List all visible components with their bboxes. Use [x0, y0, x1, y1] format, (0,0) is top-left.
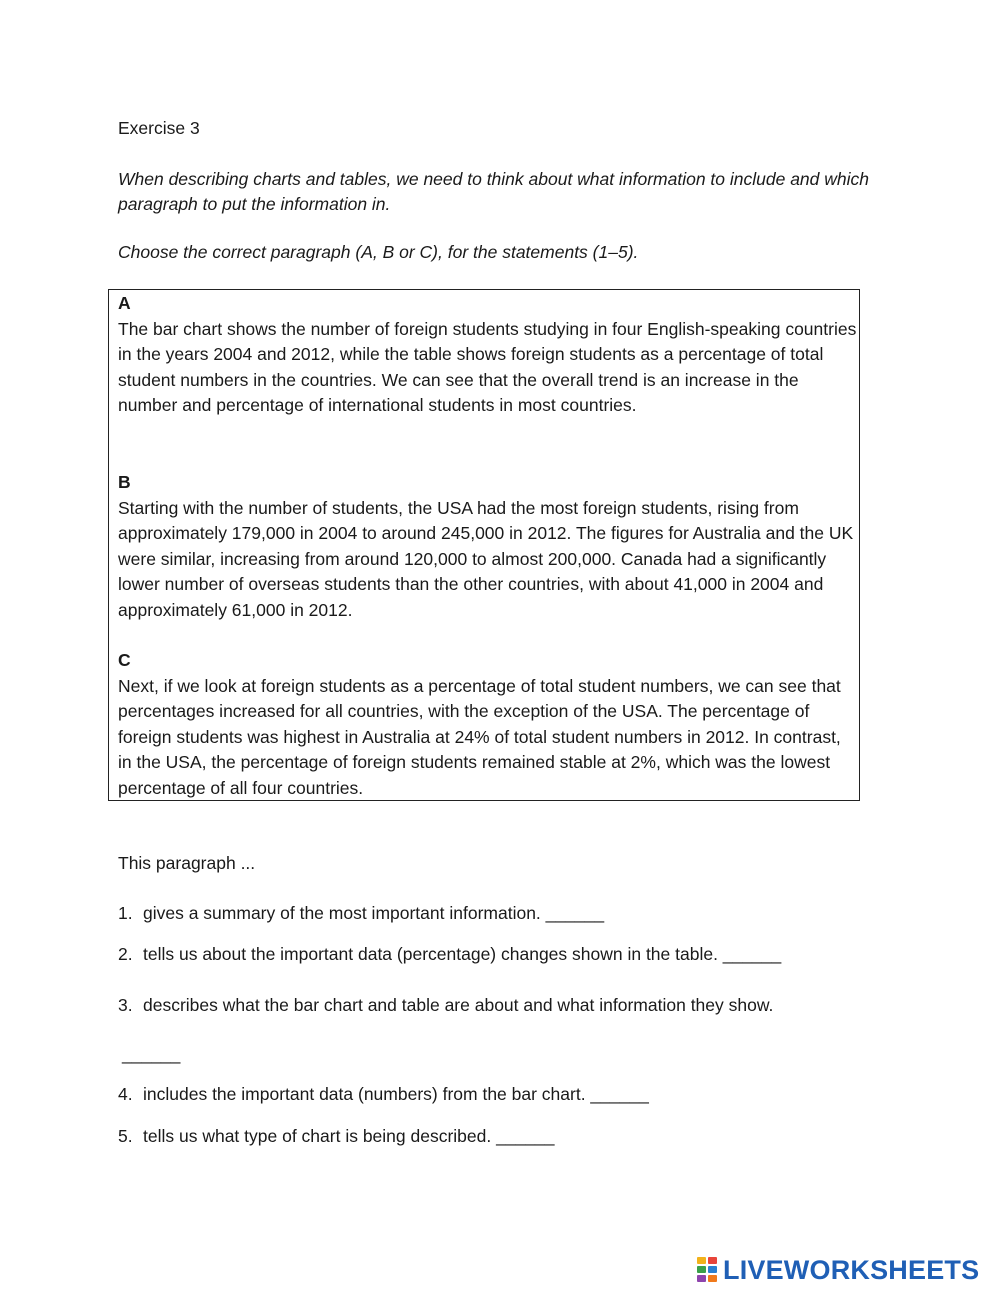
liveworksheets-logo [697, 1255, 979, 1285]
paragraph-letter: A [118, 293, 131, 313]
statement-text[interactable]: gives a summary of the most important information. ______ [143, 903, 605, 923]
statement-text[interactable]: tells us what type of chart is being described. ______ [143, 1126, 555, 1146]
statement-item [118, 1084, 649, 1105]
answer-blank[interactable]: ______ [122, 1044, 181, 1064]
statement-number: 3. [118, 995, 133, 1015]
paragraphs-box [108, 289, 860, 801]
exercise-title: Exercise 3 [118, 118, 200, 138]
statement-number: 5. [118, 1126, 133, 1146]
paragraph-text: Next, if we look at foreign students as a percentage of total student numbers, we can see that percentages increased for all countries, with the exception of the USA. The percentage of foreign students was highest in Australia at 24% of total student numbers in 2012. In contrast, in the USA, the percentage of foreign students remained stable at 2%, which was the lowest percentage of all four countries. [118, 675, 841, 798]
paragraph-text: Starting with the number of students, the USA had the most foreign students, rising from approximately 179,000 in 2004 to around 245,000 in 2012. The figures for Australia and the UK were similar, increasing from around 120,000 to almost 200,000. Canada had a significantly lower number of overseas students than the other countries, with about 41,000 in 2004 and approximately 61,000 in 2012. [118, 497, 854, 620]
statement-text[interactable]: includes the important data (numbers) from the bar chart. ______ [143, 1084, 649, 1104]
paragraph-text: The bar chart shows the number of foreign students studying in four English-speaking countries in the years 2004 and 2012, while the table shows foreign students as a percentage of total student numbers in the countries. We can see that the overall trend is an increase in the number and percentage of international students in most countries. [118, 318, 857, 416]
statements-lead: This paragraph ... [118, 853, 256, 873]
statement-item [118, 944, 781, 965]
instruction-choose: Choose the correct paragraph (A, B or C), for the statements (1–5). [118, 242, 639, 262]
statement-number: 2. [118, 944, 133, 964]
logo-blocks-icon [697, 1257, 721, 1283]
statement-text[interactable]: tells us about the important data (percentage) changes shown in the table. ______ [143, 944, 782, 964]
paragraph-c [118, 648, 858, 802]
instruction-text: When describing charts and tables, we need to think about what information to include and which paragraph to put the information in. [118, 169, 870, 214]
paragraph-letter: B [118, 472, 131, 492]
logo-text: LIVEWORKSHEETS [723, 1254, 980, 1285]
paragraph-a [118, 291, 858, 419]
statement-number: 4. [118, 1084, 133, 1104]
statement-item [118, 995, 773, 1016]
statement-item [118, 903, 604, 924]
statement-item [118, 1126, 555, 1147]
paragraph-letter: C [118, 650, 131, 670]
statement-number: 1. [118, 903, 133, 923]
statement-text: describes what the bar chart and table are about and what information they show. [143, 995, 774, 1015]
paragraph-b [118, 470, 858, 624]
